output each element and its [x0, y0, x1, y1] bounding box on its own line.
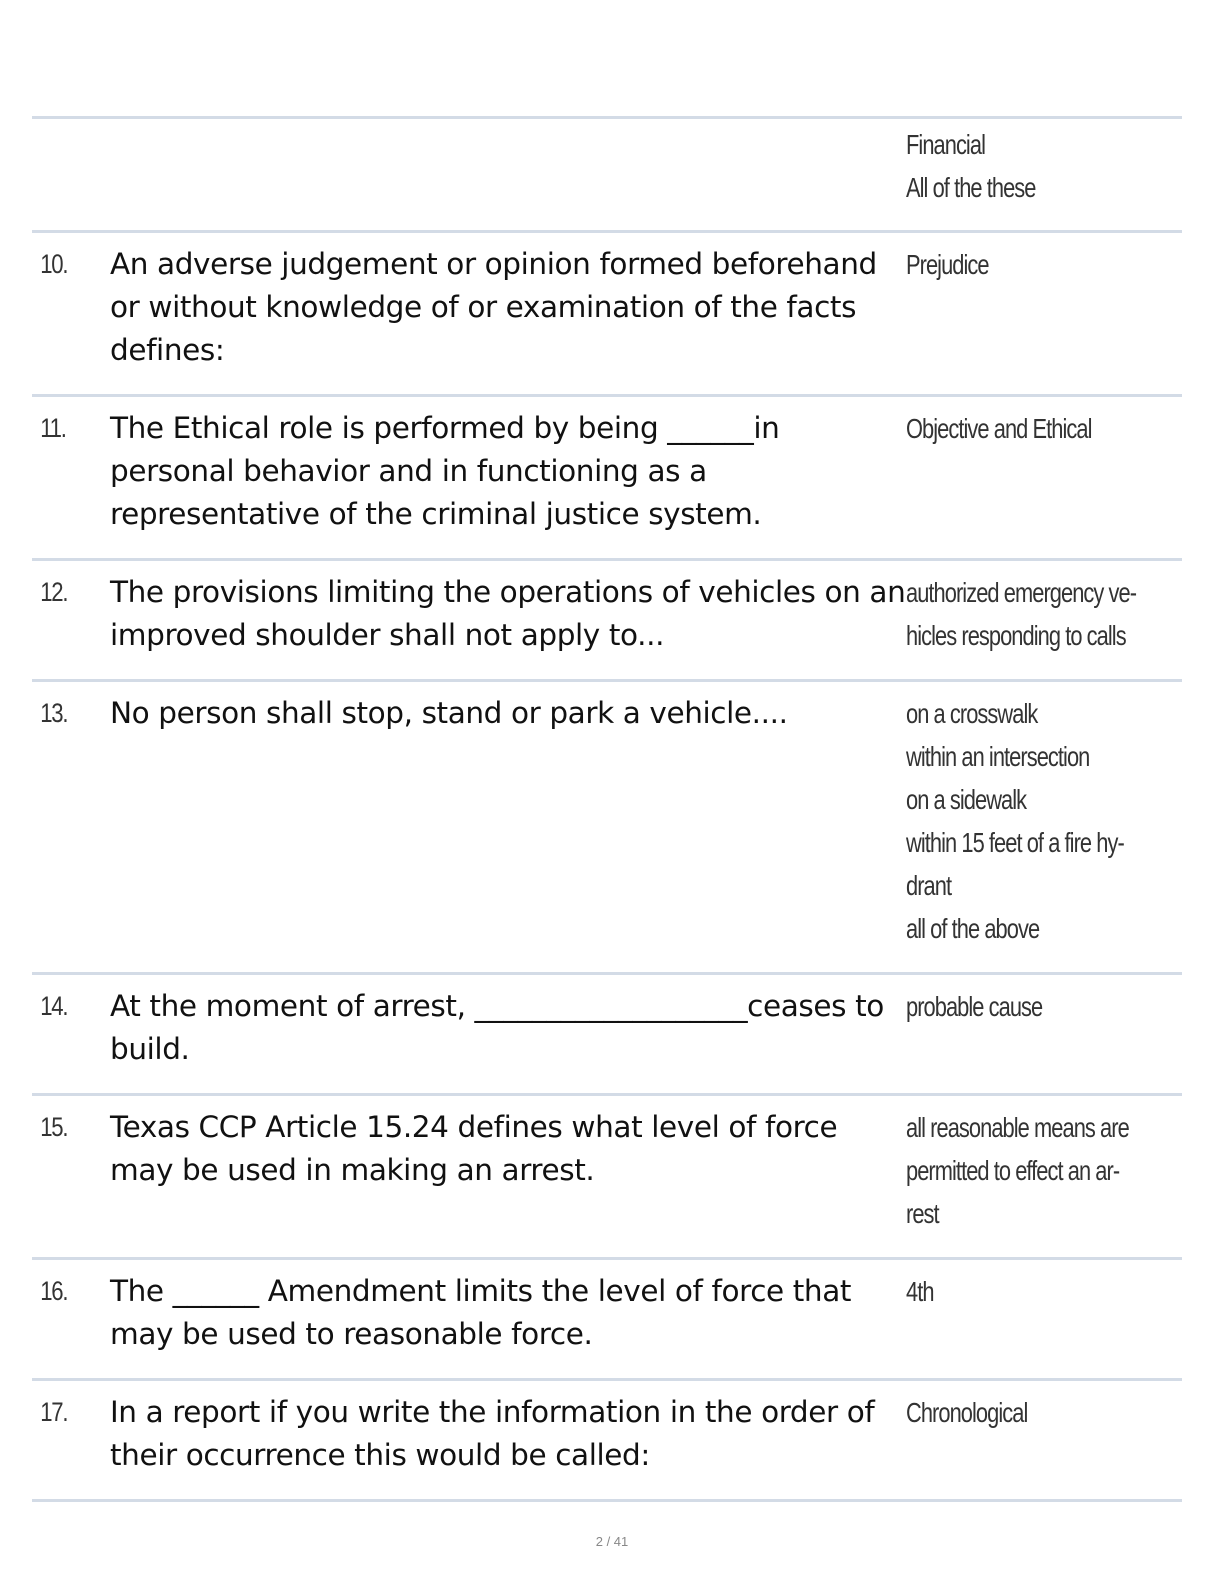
question-text: No person shall stop, stand or park a vehicle.... — [110, 696, 788, 730]
table-row — [32, 1378, 1182, 1502]
question-text — [110, 123, 906, 209]
table-row — [32, 1093, 1182, 1257]
table-row — [32, 972, 1182, 1093]
question-number: 12. — [40, 577, 68, 607]
question-number: 14. — [40, 991, 68, 1021]
question-number: 17. — [40, 1397, 68, 1427]
table-row — [32, 394, 1182, 558]
answer-line: Chronological — [906, 1397, 1028, 1428]
answer-line: Prejudice — [906, 249, 989, 280]
question-text: The provisions limiting the operations of vehicles on an improved shoulder shall not apply to... — [110, 575, 906, 652]
answer-line: All of the these — [906, 172, 1036, 203]
answer-line: drant — [906, 870, 952, 901]
question-number — [32, 123, 96, 209]
question-number: 10. — [40, 249, 68, 279]
answer-line: rest — [906, 1198, 939, 1229]
question-number: 15. — [40, 1112, 68, 1142]
question-number: 16. — [40, 1276, 68, 1306]
answer-line: 4th — [906, 1276, 934, 1307]
answer-line: authorized emergency ve- — [906, 577, 1137, 608]
answer-text — [906, 243, 1182, 372]
answer-line: on a sidewalk — [906, 784, 1027, 815]
question-number: 13. — [40, 698, 68, 728]
answer-line: all of the above — [906, 913, 1040, 944]
answer-line: Objective and Ethical — [906, 413, 1092, 444]
answer-line: permitted to effect an ar- — [906, 1155, 1120, 1186]
answer-text — [906, 1106, 1192, 1235]
answer-text — [906, 985, 1182, 1071]
answer-line: within 15 feet of a fire hy- — [906, 827, 1124, 858]
question-text: Texas CCP Article 15.24 defines what level of force may be used in making an arrest. — [110, 1110, 838, 1187]
answer-text — [906, 123, 1182, 209]
answer-text — [906, 571, 1201, 657]
table-row — [32, 116, 1182, 230]
table-row — [32, 558, 1182, 679]
answer-text — [906, 1270, 1182, 1356]
answer-line: Financial — [906, 129, 985, 160]
answer-text — [906, 407, 1182, 536]
question-text: The Ethical role is performed by being ______in personal behavior and in functioning as a representative of the criminal justice system. — [110, 411, 780, 531]
answer-text — [906, 1391, 1182, 1477]
question-text: The ______ Amendment limits the level of force that may be used to reasonable force. — [110, 1274, 852, 1351]
answer-line: hicles responding to calls — [906, 620, 1126, 651]
page-indicator: 2 / 41 — [595, 1534, 629, 1549]
question-number: 11. — [40, 413, 66, 443]
question-text: At the moment of arrest, ___________________ceases to build. — [110, 989, 884, 1066]
answer-text — [906, 692, 1185, 950]
table-row — [32, 230, 1182, 394]
answer-line: on a crosswalk — [906, 698, 1038, 729]
flashcard-table — [32, 116, 1182, 1502]
table-row — [32, 679, 1182, 972]
answer-line: within an intersection — [906, 741, 1090, 772]
question-text: An adverse judgement or opinion formed beforehand or without knowledge of or examination of the facts defines: — [110, 247, 877, 367]
question-text: In a report if you write the information in the order of their occurrence this would be called: — [110, 1395, 875, 1472]
answer-line: all reasonable means are — [906, 1112, 1129, 1143]
table-row — [32, 1257, 1182, 1378]
answer-line: probable cause — [906, 991, 1043, 1022]
